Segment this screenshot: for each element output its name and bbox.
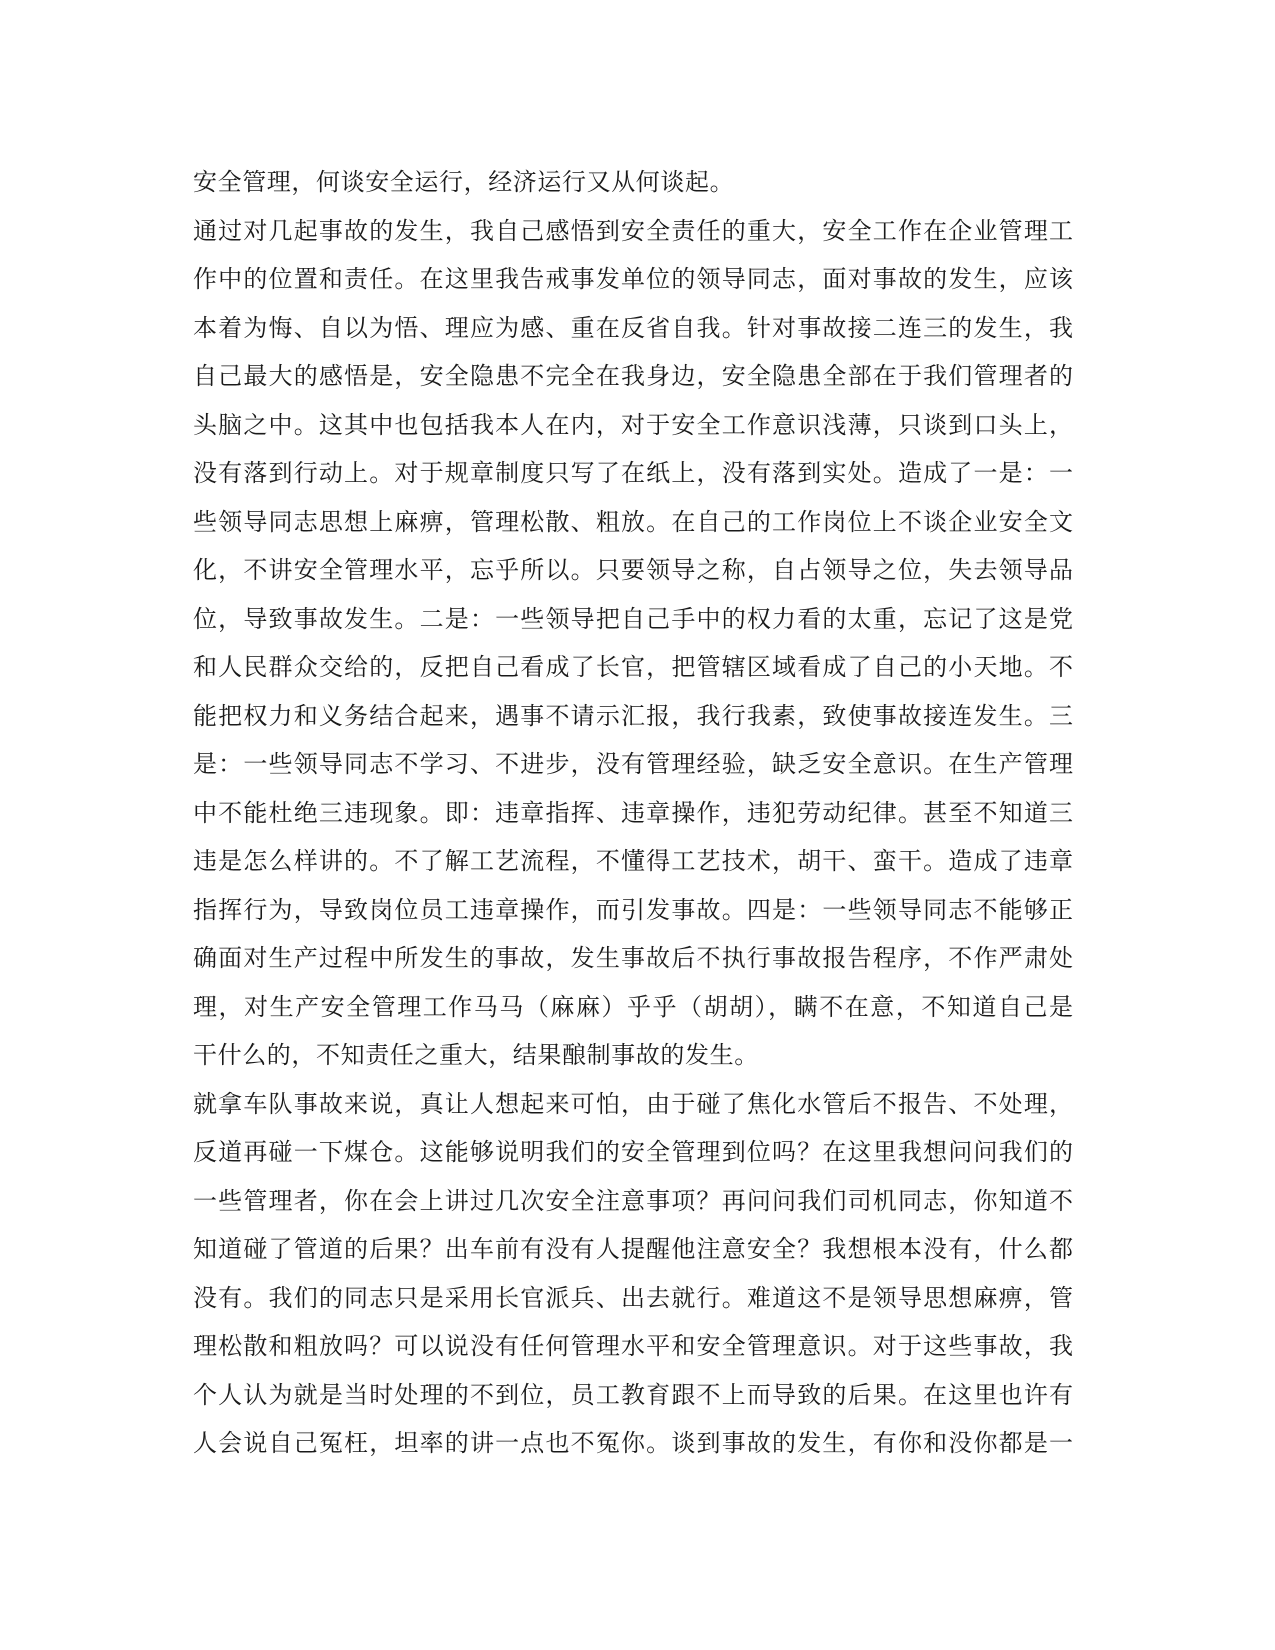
paragraph-line: 自己最大的感悟是，安全隐患不完全在我身边，安全隐患全部在于我们管理者的 (193, 362, 1073, 390)
paragraph-line: 就拿车队事故来说，真让人想起来可怕，由于碰了焦化水管后不报告、不处理， (193, 1089, 1073, 1118)
paragraph-line: 违是怎么样讲的。不了解工艺流程，不懂得工艺技术，胡干、蛮干。造成了违章 (193, 847, 1073, 875)
paragraph-line: 中不能杜绝三违现象。即：违章指挥、违章操作，违犯劳动纪律。甚至不知道三 (193, 798, 1073, 827)
paragraph-line: 个人认为就是当时处理的不到位，员工教育跟不上而导致的后果。在这里也许有 (193, 1380, 1073, 1409)
paragraph-line: 确面对生产过程中所发生的事故，发生事故后不执行事故报告程序，不作严肃处 (193, 944, 1073, 972)
paragraph-line: 人会说自己冤枉，坦率的讲一点也不冤你。谈到事故的发生，有你和没你都是一 (193, 1429, 1073, 1457)
paragraph-line: 反道再碰一下煤仓。这能够说明我们的安全管理到位吗？在这里我想问问我们的 (193, 1138, 1073, 1166)
paragraph-line: 知道碰了管道的后果？出车前有没有人提醒他注意安全？我想根本没有，什么都 (193, 1235, 1073, 1263)
paragraph-line: 些领导同志思想上麻痹，管理松散、粗放。在自己的工作岗位上不谈企业安全文 (193, 507, 1073, 536)
paragraph-line: 和人民群众交给的，反把自己看成了长官，把管辖区域看成了自己的小天地。不 (193, 653, 1073, 681)
paragraph-line: 化，不讲安全管理水平，忘乎所以。只要领导之称，自占领导之位，失去领导品 (193, 556, 1073, 584)
paragraph-line: 干什么的，不知责任之重大，结果酿制事故的发生。 (193, 1041, 759, 1069)
paragraph-line: 理松散和粗放吗？可以说没有任何管理水平和安全管理意识。对于这些事故，我 (193, 1332, 1073, 1360)
paragraph-line: 本着为悔、自以为悟、理应为感、重在反省自我。针对事故接二连三的发生，我 (193, 313, 1073, 342)
paragraph-line: 作中的位置和责任。在这里我告戒事发单位的领导同志，面对事故的发生，应该 (193, 265, 1073, 293)
body-text (193, 158, 1073, 1468)
paragraph-line: 通过对几起事故的发生，我自己感悟到安全责任的重大，安全工作在企业管理工 (193, 216, 1073, 245)
paragraph-line: 理，对生产安全管理工作马马（麻麻）乎乎（胡胡），瞒不在意，不知道自己是 (193, 992, 1073, 1021)
paragraph-line: 一些管理者，你在会上讲过几次安全注意事项？再问问我们司机同志，你知道不 (193, 1186, 1073, 1215)
paragraph-line: 位，导致事故发生。二是：一些领导把自己手中的权力看的太重，忘记了这是党 (193, 604, 1073, 633)
paragraph-line: 能把权力和义务结合起来，遇事不请示汇报，我行我素，致使事故接连发生。三 (193, 701, 1073, 730)
paragraph-line: 头脑之中。这其中也包括我本人在内，对于安全工作意识浅薄，只谈到口头上， (193, 410, 1073, 439)
paragraph-line: 指挥行为，导致岗位员工违章操作，而引发事故。四是：一些领导同志不能够正 (193, 895, 1073, 924)
paragraph-line: 安全管理，何谈安全运行，经济运行又从何谈起。 (193, 168, 735, 196)
paragraph-line: 没有落到行动上。对于规章制度只写了在纸上，没有落到实处。造成了一是：一 (193, 459, 1073, 487)
paragraph-line: 是：一些领导同志不学习、不进步，没有管理经验，缺乏安全意识。在生产管理 (193, 750, 1073, 778)
paragraph-line: 没有。我们的同志只是采用长官派兵、出去就行。难道这不是领导思想麻痹，管 (193, 1283, 1073, 1312)
